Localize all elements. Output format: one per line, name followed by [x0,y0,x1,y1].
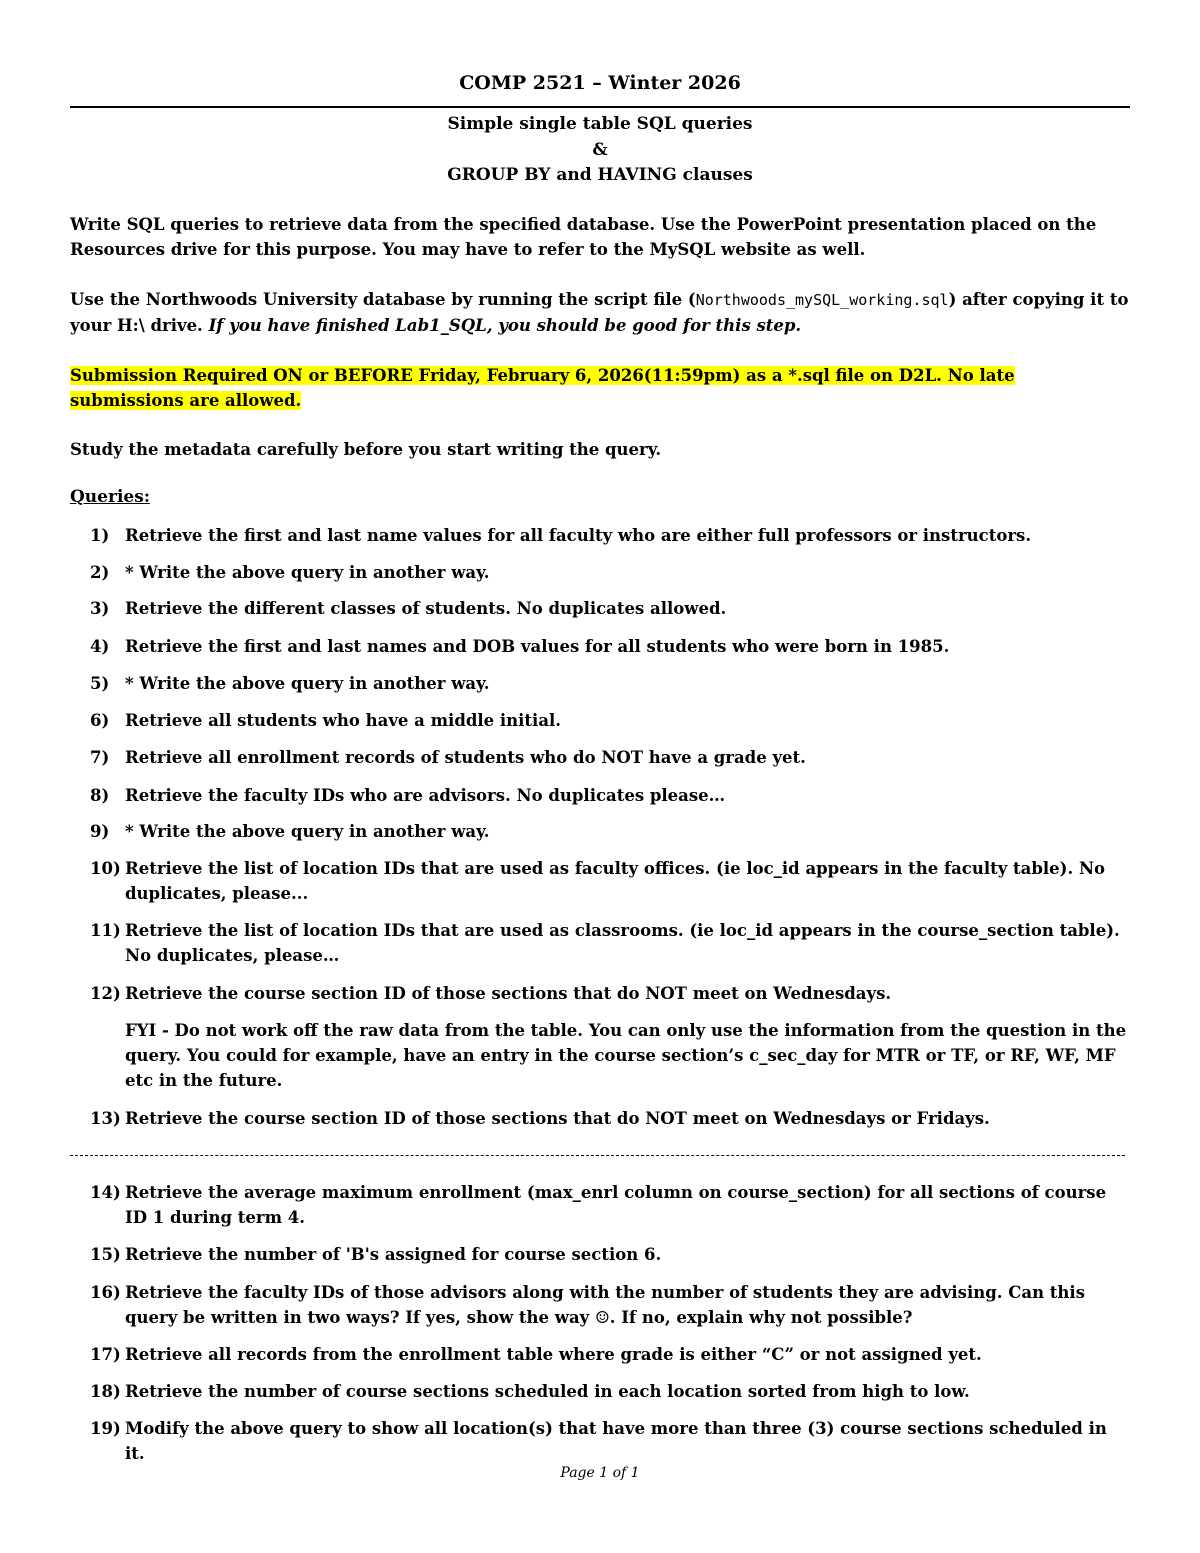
query-text: Retrieve the number of course sections scheduled in each location sorted from high to low. [125,1382,970,1401]
query-text: Retrieve the first and last name values for all faculty who are either full professors or instructors. [125,526,1032,545]
query-item [90,1106,1130,1131]
query-item [90,1280,1130,1330]
query-item [90,856,1130,906]
query-number: 15) [90,1245,121,1264]
query-item [90,708,1130,733]
query-item [90,981,1130,1006]
query-text: Retrieve all enrollment records of students who do NOT have a grade yet. [125,748,806,767]
query-text: Retrieve the course section ID of those sections that do NOT meet on Wednesdays. [125,984,892,1003]
query-number: 17) [90,1345,121,1364]
query-item [90,783,1130,808]
query-text: Retrieve the first and last names and DOB values for all students who were born in 1985. [125,637,950,656]
fyi-note: FYI - Do not work off the raw data from the table. You can only use the information from the question in the query. You could for example, have an entry in the course section’s c_sec_day for MTR or TF, or RF, WF, MF etc in the future. [125,1021,1127,1090]
query-number: 13) [90,1109,121,1128]
submission-highlight: Submission Required ON or BEFORE Friday, February 6, 2026(11:59pm) as a *.sql file on D2L. No late submissions are allowed. [70,366,1015,410]
query-item [90,1342,1130,1367]
query-text: Retrieve the list of location IDs that are used as classrooms. (ie loc_id appears in the course_section table). No duplicates, please… [125,921,1120,965]
submission-notice [70,363,1130,413]
query-text: * Write the above query in another way. [125,563,490,582]
query-number: 7) [90,748,110,767]
query-item [90,523,1130,548]
query-number: 14) [90,1183,121,1202]
queries-heading: Queries: [70,487,151,507]
query-number: 12) [90,984,121,1003]
database-instructions-text-b: ) after copying it to your H:\ drive. [70,290,1129,335]
query-number: 2) [90,563,110,582]
query-number: 8) [90,786,110,805]
query-number: 18) [90,1382,121,1401]
intro-paragraph: Write SQL queries to retrieve data from the specified database. Use the PowerPoint presentation placed on the Resources drive for this purpose. You may have to refer to the MySQL website as well. [70,215,1097,259]
query-item [90,918,1130,968]
query-number: 1) [90,526,110,545]
lab-subtitle-line1: Simple single table SQL queries [447,114,753,134]
query-item [90,745,1130,770]
database-instructions [70,287,1130,338]
query-item [90,819,1130,844]
database-instructions-text-a: Use the Northwoods University database by running the script file ( [70,290,696,309]
page-number-footer: Page 1 of 1 [560,1465,640,1481]
header-divider [70,106,1130,108]
query-text: Retrieve the list of location IDs that are used as faculty offices. (ie loc_id appears in the faculty table). No duplicates, please... [125,859,1106,903]
query-item [90,634,1130,659]
query-number: 10) [90,859,121,878]
query-item [90,1180,1130,1230]
query-number: 19) [90,1419,121,1438]
query-item [90,671,1130,696]
query-text: Retrieve the average maximum enrollment (max_enrl column on course_section) for all sections of course ID 1 during term 4. [125,1183,1107,1227]
lab-subtitle-line3: GROUP BY and HAVING clauses [447,165,753,185]
study-note: Study the metadata carefully before you start writing the query. [70,440,662,459]
query-number: 6) [90,711,110,730]
course-title: COMP 2521 – Winter 2026 [459,72,741,94]
query-item [90,560,1130,585]
query-number: 5) [90,674,110,693]
query-text: * Write the above query in another way. [125,822,490,841]
query-item [90,1416,1130,1466]
query-text: Retrieve the course section ID of those sections that do NOT meet on Wednesdays or Fridays. [125,1109,990,1128]
query-item [90,596,1130,621]
query-number: 9) [90,822,110,841]
query-text: * Write the above query in another way. [125,674,490,693]
query-text: Retrieve the different classes of students. No duplicates allowed. [125,599,727,618]
query-text: Retrieve the faculty IDs who are advisors. No duplicates please… [125,786,726,805]
query-number: 4) [90,637,110,656]
section-divider [70,1155,1125,1156]
database-instructions-note: If you have finished Lab1_SQL, you should be good for this step. [208,316,802,335]
script-filename: Northwoods_mySQL_working.sql [695,291,949,309]
query-text: Retrieve all records from the enrollment table where grade is either “C” or not assigned yet. [125,1345,982,1364]
query-text: Retrieve the number of 'B's assigned for course section 6. [125,1245,662,1264]
query-item [90,1242,1130,1267]
query-text: Retrieve the faculty IDs of those advisors along with the number of students they are advising. Can this query be written in two ways? If yes, show the way ☺. If no, explain why not possible? [125,1283,1085,1327]
query-number: 3) [90,599,110,618]
query-item [90,1379,1130,1404]
lab-subtitle-ampersand: & [592,140,608,160]
query-text: Modify the above query to show all location(s) that have more than three (3) course sections scheduled in it. [125,1419,1107,1463]
query-number: 16) [90,1283,121,1302]
query-text: Retrieve all students who have a middle initial. [125,711,562,730]
query-number: 11) [90,921,121,940]
